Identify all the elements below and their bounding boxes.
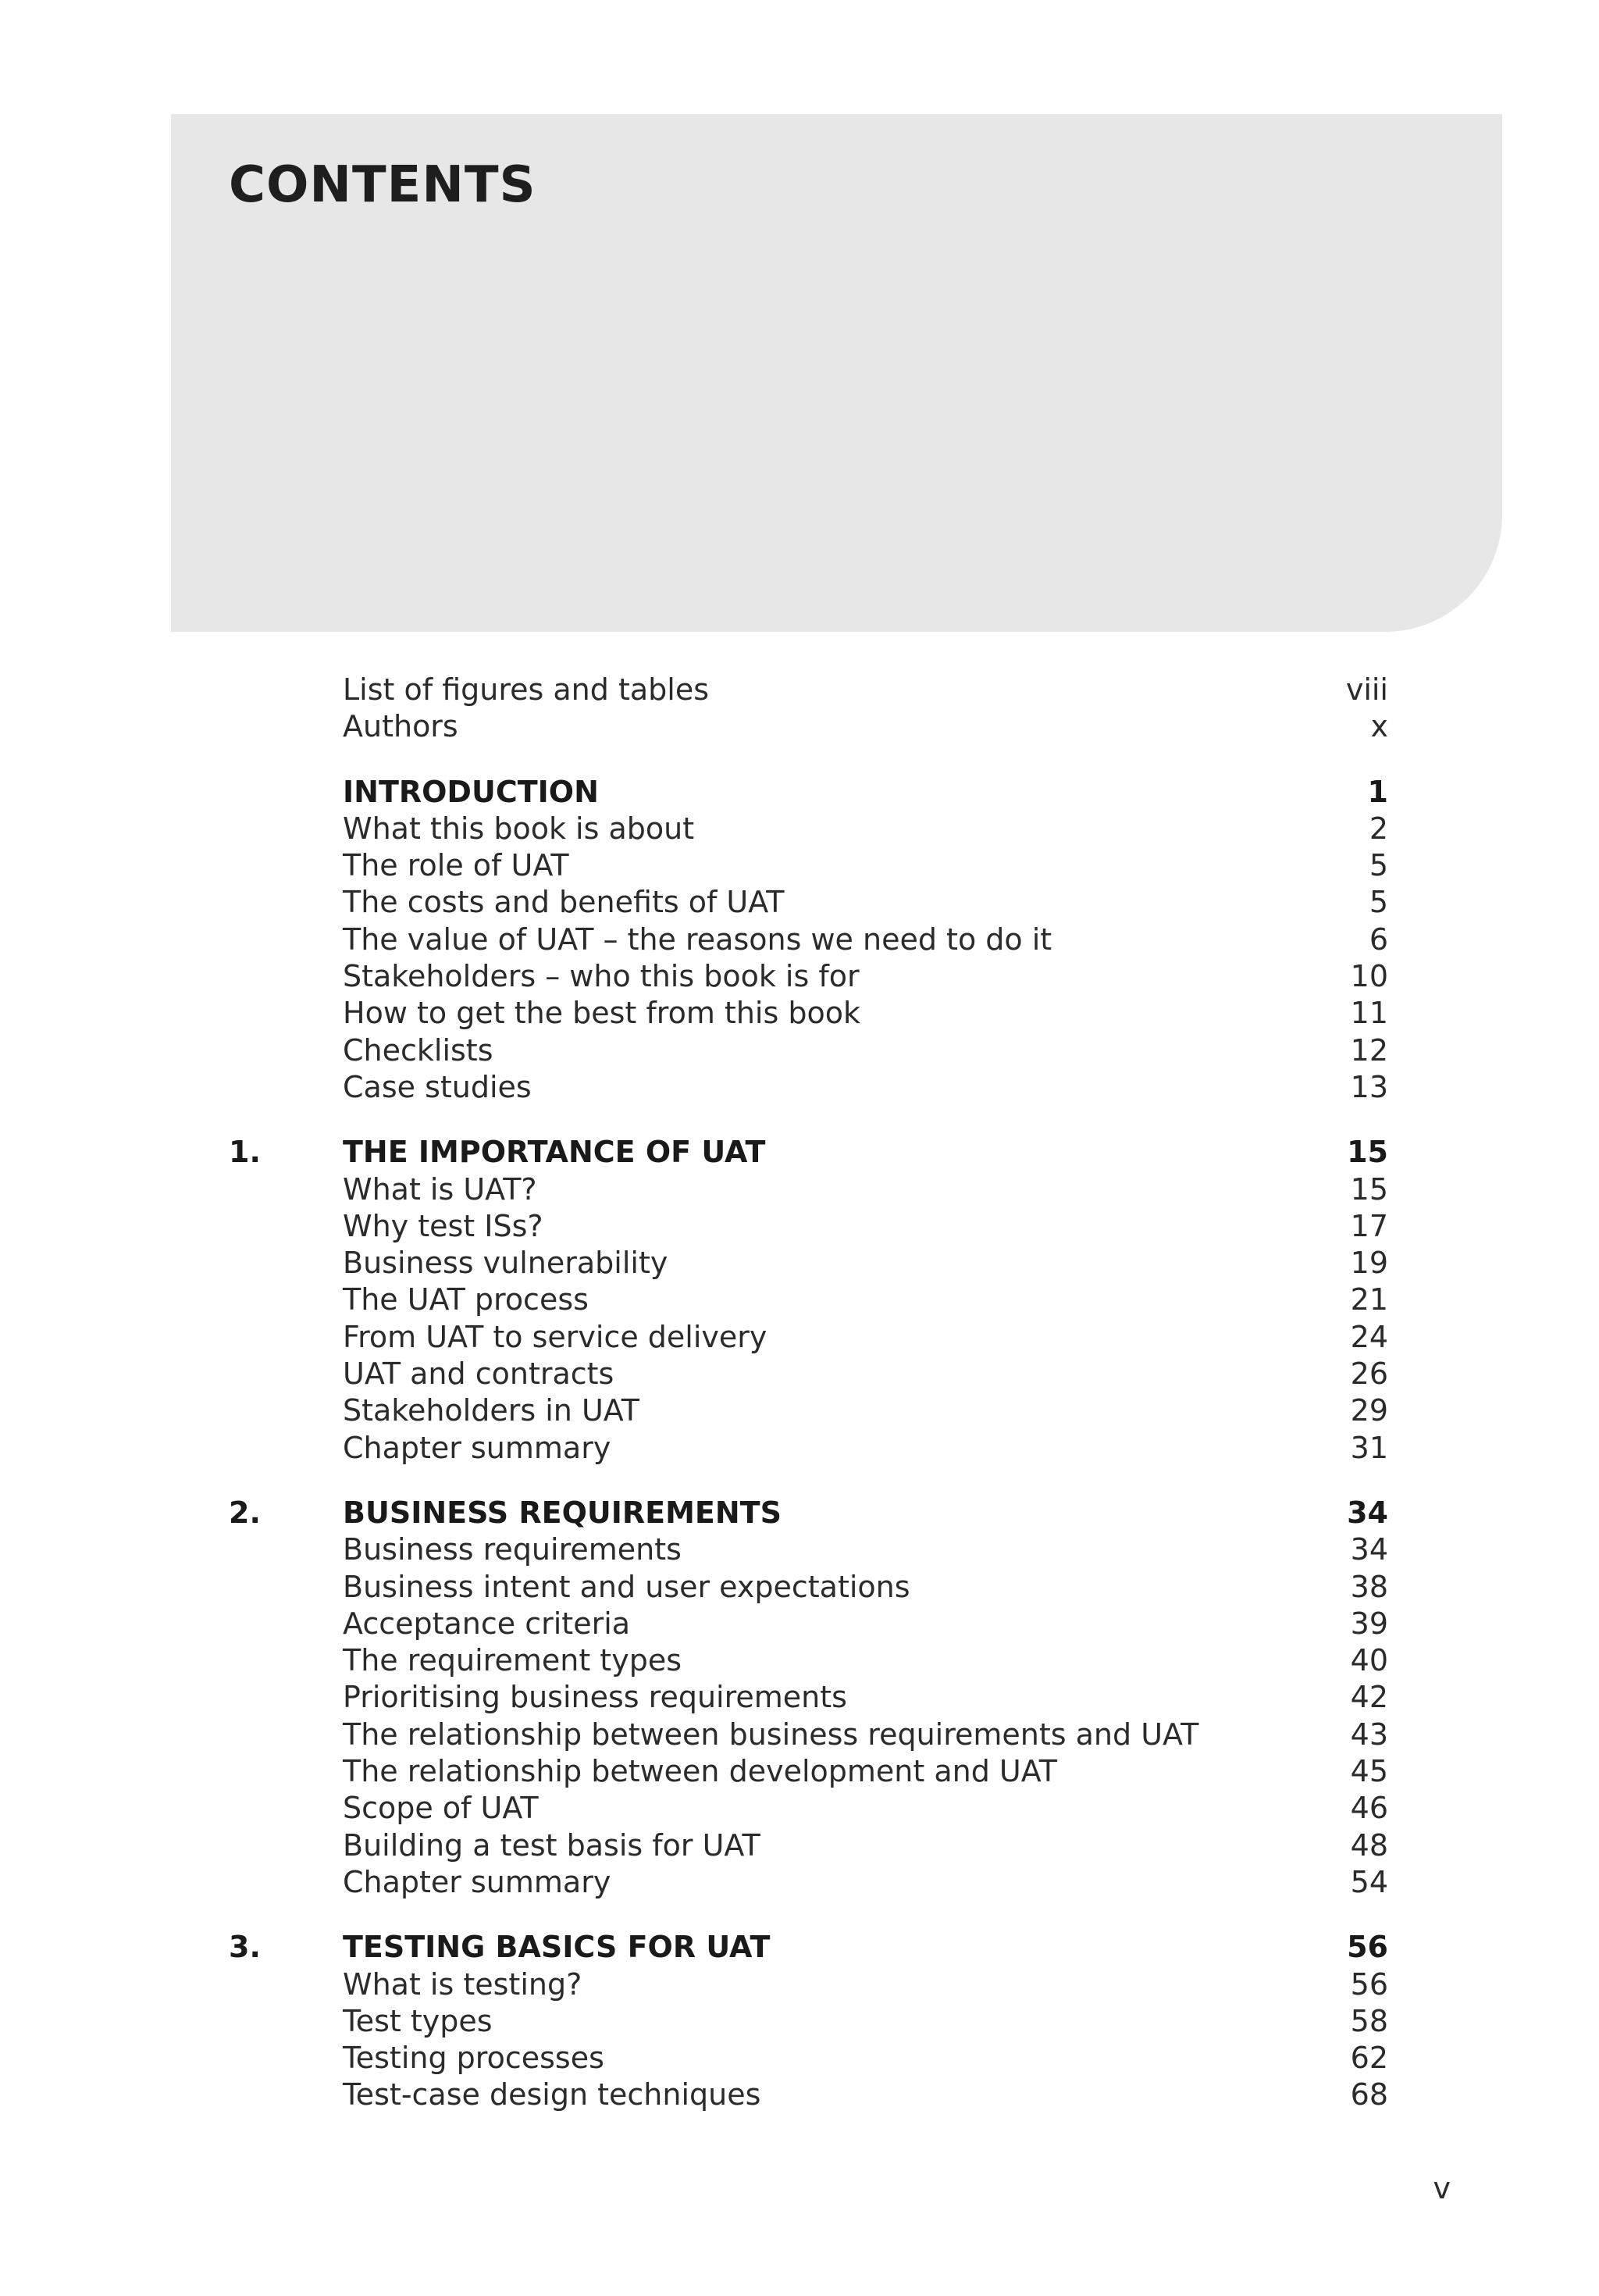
toc-entry[interactable] [0, 1753, 1599, 1790]
toc-page-number: 19 [1350, 1246, 1388, 1281]
toc-section [0, 1929, 1599, 2113]
toc-entry-title: Test-case design techniques [343, 2077, 761, 2112]
toc-section [0, 1134, 1599, 1467]
toc-chapter-heading[interactable] [0, 774, 1599, 811]
toc-entry-title: The relationship between development and UAT [343, 1754, 1057, 1789]
toc-entry-title: The role of UAT [343, 848, 569, 883]
toc-entry-title: What is UAT? [343, 1171, 537, 1207]
toc-entry-title: Acceptance criteria [343, 1606, 631, 1641]
toc-page-number: 12 [1350, 1032, 1388, 1068]
toc-chapter-number: 3. [229, 1930, 261, 1965]
toc-entry[interactable] [0, 708, 1599, 745]
toc-page-number: 39 [1350, 1606, 1388, 1641]
toc-page-number: 11 [1350, 996, 1388, 1031]
toc-entry-title: What is testing? [343, 1966, 582, 2002]
toc-page-number: 56 [1347, 1930, 1388, 1965]
toc-entry-title: The value of UAT – the reasons we need to do it [343, 922, 1052, 957]
toc-page-number: 2 [1369, 811, 1388, 846]
toc-entry[interactable] [0, 1032, 1599, 1069]
toc-page-number: 45 [1350, 1754, 1388, 1789]
toc-entry-title: UAT and contracts [343, 1357, 614, 1392]
toc-entry-title: The costs and benefits of UAT [343, 885, 785, 920]
toc-entry-title: THE IMPORTANCE OF UAT [343, 1135, 766, 1170]
toc-section [0, 774, 1599, 1107]
toc-entry-title: The relationship between business requirements and UAT [343, 1717, 1199, 1752]
toc-page-number: 29 [1350, 1393, 1388, 1428]
toc-page-number: 34 [1347, 1495, 1388, 1530]
toc-entry-title: Test types [343, 2003, 493, 2038]
toc-chapter-heading[interactable] [0, 1134, 1599, 1171]
toc-entry-title: Business requirements [343, 1532, 682, 1567]
toc-entry-title: TESTING BASICS FOR UAT [343, 1930, 771, 1965]
toc-entry[interactable] [0, 1171, 1599, 1208]
toc-page-number: 24 [1350, 1319, 1388, 1354]
toc-entry-title: From UAT to service delivery [343, 1319, 767, 1354]
toc-chapter-number: 2. [229, 1495, 261, 1530]
toc-entry[interactable] [0, 922, 1599, 958]
toc-page-number: 5 [1369, 885, 1388, 920]
toc-entry-title: INTRODUCTION [343, 774, 599, 809]
toc-entry-title: Checklists [343, 1032, 493, 1068]
toc-entry[interactable] [0, 1319, 1599, 1356]
toc-entry[interactable] [0, 1966, 1599, 2003]
toc-page-number: 58 [1350, 2003, 1388, 2038]
toc-page-number: 31 [1350, 1430, 1388, 1465]
toc-chapter-heading[interactable] [0, 1929, 1599, 1966]
toc-section [0, 1495, 1599, 1901]
toc-section [0, 672, 1599, 746]
toc-entry[interactable] [0, 1531, 1599, 1568]
toc-entry-title: Authors [343, 709, 458, 744]
toc-entry-title: What this book is about [343, 811, 695, 846]
toc-page-number: 15 [1350, 1171, 1388, 1207]
toc-entry-title: Chapter summary [343, 1864, 611, 1899]
toc-chapter-number: 1. [229, 1135, 261, 1170]
toc-entry-title: Stakeholders – who this book is for [343, 959, 860, 994]
toc-page-number: 42 [1350, 1680, 1388, 1715]
toc-page-number: 40 [1350, 1643, 1388, 1678]
toc-page-number: 1 [1367, 774, 1388, 809]
toc-entry-title: Case studies [343, 1069, 532, 1104]
toc-entry[interactable] [0, 2040, 1599, 2077]
toc-entry[interactable] [0, 2077, 1599, 2113]
toc-entry[interactable] [0, 1679, 1599, 1716]
toc-entry[interactable] [0, 1392, 1599, 1429]
toc-entry[interactable] [0, 1430, 1599, 1467]
toc-page-number: 6 [1369, 922, 1388, 957]
toc-entry-title: Stakeholders in UAT [343, 1393, 640, 1428]
toc-entry[interactable] [0, 1790, 1599, 1827]
toc-entry[interactable] [0, 1827, 1599, 1864]
toc-page-number: 54 [1350, 1864, 1388, 1899]
toc-page-number: 15 [1347, 1135, 1388, 1170]
toc-entry-title: Building a test basis for UAT [343, 1827, 760, 1863]
toc-entry[interactable] [0, 1245, 1599, 1282]
toc-entry[interactable] [0, 2003, 1599, 2040]
toc-entry[interactable] [0, 995, 1599, 1032]
toc-page-number: 38 [1350, 1569, 1388, 1604]
toc-entry-title: List of figures and tables [343, 672, 710, 707]
toc-entry[interactable] [0, 1069, 1599, 1106]
toc-entry[interactable] [0, 884, 1599, 921]
toc-entry[interactable] [0, 811, 1599, 847]
toc-page-number: 13 [1350, 1069, 1388, 1104]
toc-entry-title: Business intent and user expectations [343, 1569, 910, 1604]
toc-entry[interactable] [0, 1569, 1599, 1606]
toc-entry-title: Scope of UAT [343, 1791, 539, 1826]
toc-page-number: 46 [1350, 1791, 1388, 1826]
toc-entry-title: The requirement types [343, 1643, 682, 1678]
toc-entry-title: BUSINESS REQUIREMENTS [343, 1495, 782, 1530]
toc-page-number: 48 [1350, 1827, 1388, 1863]
toc-entry[interactable] [0, 1717, 1599, 1753]
toc-entry[interactable] [0, 1208, 1599, 1245]
toc-entry-title: The UAT process [343, 1282, 589, 1317]
toc-page-number: 10 [1350, 959, 1388, 994]
toc-entry[interactable] [0, 1356, 1599, 1392]
toc-page-number: 56 [1350, 1966, 1388, 2002]
toc-entry-title: Chapter summary [343, 1430, 611, 1465]
toc-entry-title: Why test ISs? [343, 1208, 543, 1243]
toc-entry[interactable] [0, 1282, 1599, 1318]
toc-entry[interactable] [0, 958, 1599, 995]
page-number: v [1433, 2171, 1451, 2205]
toc-page-number: 43 [1350, 1717, 1388, 1752]
toc-page-number: 26 [1350, 1357, 1388, 1392]
toc-entry[interactable] [0, 1864, 1599, 1901]
toc-entry[interactable] [0, 672, 1599, 708]
toc-page-number: viii [1345, 672, 1388, 707]
table-of-contents [0, 672, 1599, 2142]
toc-page-number: 34 [1350, 1532, 1388, 1567]
toc-page-number: 17 [1350, 1208, 1388, 1243]
toc-page-number: 21 [1350, 1282, 1388, 1317]
toc-page-number: 5 [1369, 848, 1388, 883]
toc-entry-title: Business vulnerability [343, 1246, 668, 1281]
toc-chapter-heading[interactable] [0, 1495, 1599, 1531]
toc-entry-title: Prioritising business requirements [343, 1680, 847, 1715]
page-title: CONTENTS [229, 156, 536, 214]
toc-entry-title: Testing processes [343, 2041, 604, 2076]
toc-page-number: 62 [1350, 2041, 1388, 2076]
toc-page-number: x [1370, 709, 1388, 744]
toc-entry[interactable] [0, 847, 1599, 884]
toc-entry[interactable] [0, 1642, 1599, 1679]
toc-entry[interactable] [0, 1606, 1599, 1642]
toc-entry-title: How to get the best from this book [343, 996, 860, 1031]
toc-page-number: 68 [1350, 2077, 1388, 2112]
